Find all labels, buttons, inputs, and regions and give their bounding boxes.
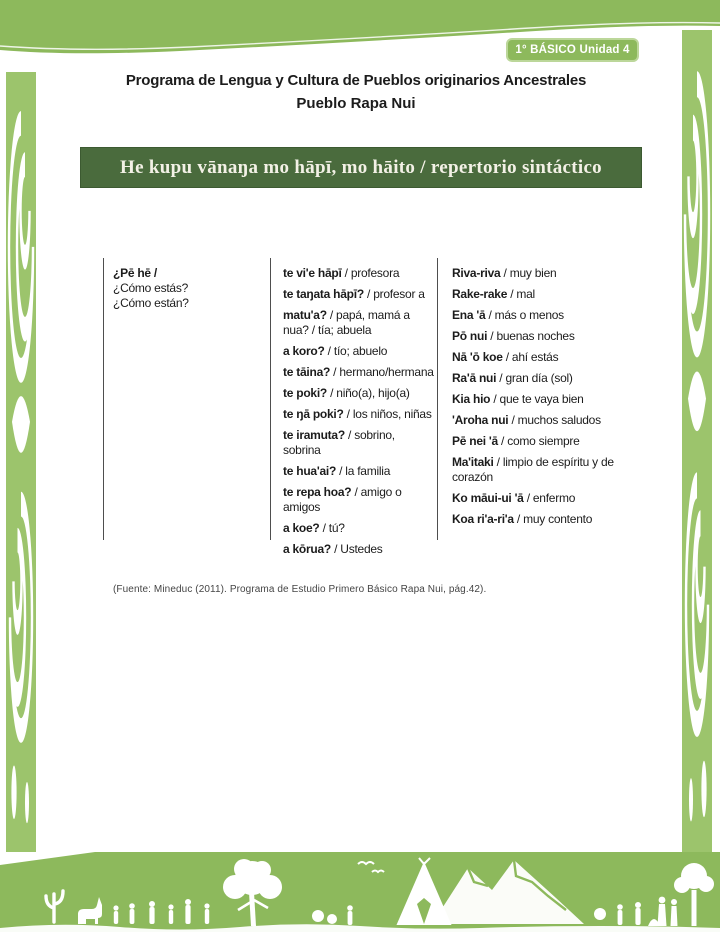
vocab-entry: Rake-rake / mal [452,287,535,301]
table-mid-rule-2 [437,258,438,540]
program-title: Programa de Lengua y Cultura de Pueblos originarios Ancestrales [125,72,587,89]
vocab-entry: Kia hio / que te vaya bien [452,392,584,406]
vocab-entry: Riva-riva / muy bien [452,266,557,280]
vocab-entry: Ena 'ā / más o menos [452,308,564,322]
vocab-entry: Nā 'ō koe / ahí estás [452,350,559,364]
vocab-entry: 'Aroha nui / muchos saludos [452,413,601,427]
vocab-entry: matu'a? / papá, mamá a nua? / tía; abuela [283,308,410,337]
vocab-entry: te repa hoa? / amigo o amigos [283,485,402,514]
vocab-entry: te taŋata hāpī? / profesor a [283,287,425,301]
unit-badge [506,38,639,62]
vocab-column-people [283,266,435,563]
vocab-entry: te hua'ai? / la familia [283,464,391,478]
vocab-question-translation-2: ¿Cómo están? [113,296,189,310]
vocab-entry: Ko māui-ui 'ā / enfermo [452,491,576,505]
vocab-column-question [113,266,258,311]
vocab-entry: a kōrua? / Ustedes [283,542,383,556]
vocab-column-greetings [452,266,624,533]
source-citation: (Fuente: Mineduc (2011). Programa de Estudio Primero Básico Rapa Nui, pág.42). [113,584,487,595]
program-subtitle: Pueblo Rapa Nui [296,95,416,112]
left-koru-border-ornament [6,72,36,854]
vocab-question-term: ¿Pē hē / [113,266,158,280]
right-koru-border-ornament [682,30,712,854]
vocab-entry: Pō nui / buenas noches [452,329,575,343]
vocab-entry: a koro? / tío; abuelo [283,344,388,358]
section-banner-title: He kupu vānaŋa mo hāpī, mo hāito / repertorio sintáctico [120,156,602,178]
program-header [40,72,672,112]
vocab-entry: Ma'itaki / limpio de espíritu y de corazón [452,455,614,484]
vocab-entry: a koe? / tú? [283,521,345,535]
vocab-entry: Pē nei 'ā / como siempre [452,434,580,448]
bottom-landscape-art [0,852,720,932]
vocab-entry: te vi'e hāpī / profesora [283,266,400,280]
vocab-entry: te ŋā poki? / los niños, niñas [283,407,432,421]
vocab-entry: te iramuta? / sobrino, sobrina [283,428,395,457]
vocab-question-translation-1: ¿Cómo estás? [113,281,189,295]
unit-badge-label: 1° BÁSICO Unidad 4 [515,44,630,56]
vocab-entry: te tāina? / hermano/hermana [283,365,434,379]
vocab-entry: te poki? / niño(a), hijo(a) [283,386,410,400]
table-mid-rule-1 [270,258,271,540]
vocab-entry: Ra'ā nui / gran día (sol) [452,371,573,385]
section-banner [80,147,642,188]
table-left-rule [103,258,104,540]
vocab-entry: Koa ri'a-ri'a / muy contento [452,512,593,526]
